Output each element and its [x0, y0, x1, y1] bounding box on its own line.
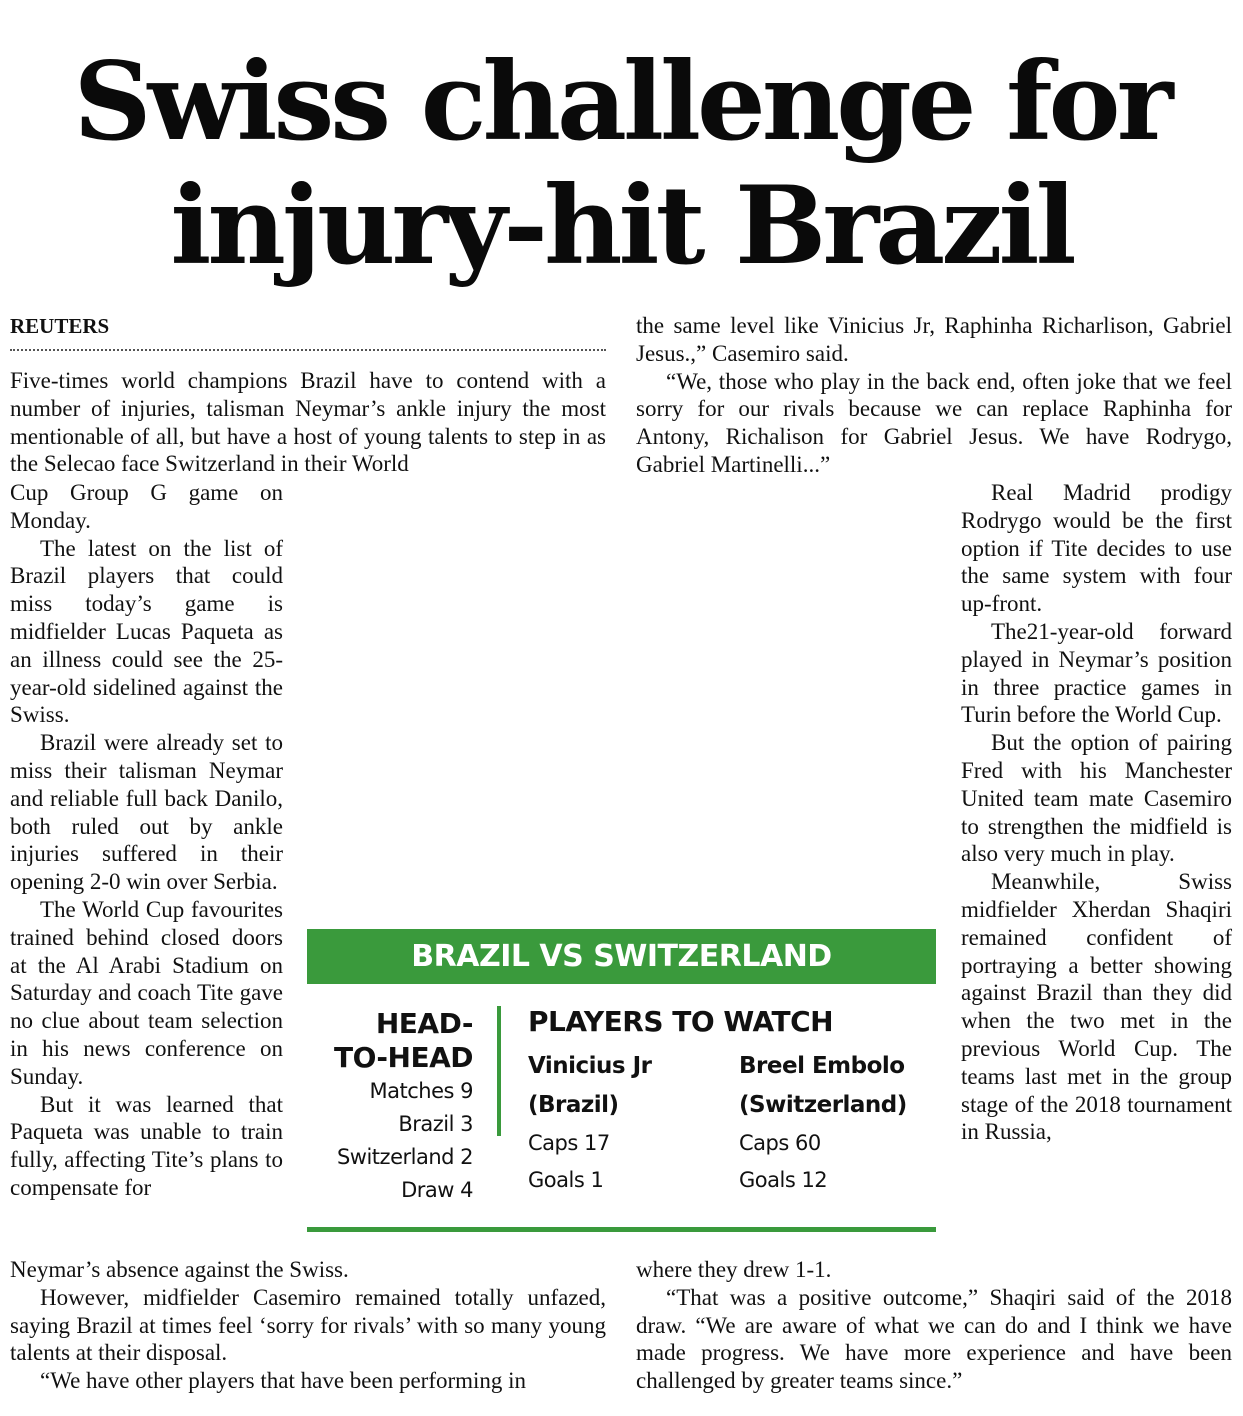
head-to-head-title-line-1: HEAD-: [375, 1007, 473, 1040]
paragraph: Brazil were already set to miss their talisman Neymar and reliable full back Danilo, both ruled out by ankle injuries suffered in their opening 2-0 win over Serbia.: [10, 730, 283, 895]
head-to-head-stat: Draw 4: [401, 1178, 473, 1202]
headline: [0, 40, 1243, 288]
factbox-bottom-rule: [307, 1227, 936, 1232]
head-to-head-stat: Matches 9: [369, 1079, 473, 1103]
headline-line-1: Swiss challenge for: [73, 39, 1170, 165]
paragraph: “We, those who play in the back end, often joke that we feel sorry for our rivals because we can replace Raphinha for Antony, Richalison for Gabriel Jesus. We have Rodrygo, Gabriel Martinelli...”: [636, 368, 1232, 477]
paragraph: where they drew 1-1.: [636, 1257, 832, 1282]
column-1-bottom: [10, 1256, 606, 1395]
player-team: (Switzerland): [739, 1092, 907, 1118]
player-caps: Caps 17: [528, 1131, 610, 1155]
paragraph: The21-year-old forward played in Neymar’s position in three practice games in Turin before the World Cup.: [961, 618, 1232, 728]
player-team: (Brazil): [528, 1092, 619, 1118]
player-name: Vinicius Jr: [528, 1053, 652, 1079]
players-to-watch-title: PLAYERS TO WATCH: [528, 1005, 834, 1038]
player-goals: Goals 12: [739, 1168, 828, 1192]
paragraph: Meanwhile, Swiss midfielder Xherdan Shaqiri remained confident of portraying a better showing against Brazil than they did when the two met in the previous World Cup. The teams last met in the group stage of the 2018 tournament in Russia,: [961, 869, 1232, 1145]
player-caps: Caps 60: [739, 1131, 821, 1155]
paragraph: But the option of pairing Fred with his Manchester United team mate Casemiro to strengthen the midfield is also very much in play.: [961, 730, 1232, 867]
player-card-vinicius: [528, 1047, 652, 1199]
column-2-bottom: [636, 1256, 1232, 1395]
player-name: Breel Embolo: [739, 1053, 905, 1079]
paragraph: The latest on the list of Brazil players that could miss today’s game is midfielder Lucas Paqueta as an illness could see the 25-year-old sidelined against the Swiss.: [10, 535, 283, 728]
head-to-head-stat: Switzerland 2: [336, 1145, 473, 1169]
head-to-head-title: [307, 1007, 473, 1075]
paragraph: “That was a positive outcome,” Shaqiri said of the 2018 draw. “We are aware of what we can do and I think we have made progress. We have more experience and have been challenged by greater teams since.”: [636, 1284, 1232, 1394]
head-to-head-stat: Brazil 3: [398, 1112, 473, 1136]
paragraph: the same level like Vinicius Jr, Raphinha Richarlison, Gabriel Jesus.,” Casemiro said.: [636, 313, 1232, 366]
column-1-mid: [10, 479, 283, 1202]
byline-dotted-rule: [10, 349, 606, 351]
paragraph: Cup Group G game on Monday.: [10, 480, 283, 533]
column-2-top: [636, 312, 1232, 479]
paragraph: The World Cup favourites trained behind closed doors at the Al Arabi Stadium on Saturday and coach Tite gave no clue about team selection in his news conference on Sunday.: [10, 896, 283, 1089]
column-1-top: [10, 367, 606, 478]
match-factbox: [307, 929, 936, 1231]
headline-line-2: injury-hit Brazil: [170, 163, 1073, 289]
paragraph: Neymar’s absence against the Swiss.: [10, 1257, 349, 1282]
head-to-head-title-line-2: TO-HEAD: [333, 1041, 473, 1074]
paragraph: Five-times world champions Brazil have to contend with a number of injuries, talisman Neymar’s ankle injury the most mentionable of all, but have a host of young talents to step in as the Selecao face Switzerland in their World: [10, 368, 606, 477]
player-goals: Goals 1: [528, 1168, 604, 1192]
head-to-head: [307, 1007, 473, 1207]
byline: REUTERS: [10, 314, 110, 338]
factbox-vertical-divider: [497, 1006, 501, 1136]
factbox-title: BRAZIL VS SWITZERLAND: [411, 939, 832, 974]
paragraph: “We have other players that have been performing in: [40, 1368, 527, 1394]
paragraph: But it was learned that Paqueta was unable to train fully, affecting Tite’s plans to compensate for: [10, 1091, 283, 1200]
player-card-embolo: [739, 1047, 907, 1199]
paragraph: However, midfielder Casemiro remained totally unfazed, saying Brazil at times feel ‘sorry for rivals’ with so many young talents at their disposal.: [10, 1284, 606, 1366]
column-2-mid: [961, 479, 1232, 1146]
paragraph: Real Madrid prodigy Rodrygo would be the first option if Tite decides to use the same system with four up-front.: [961, 480, 1232, 617]
